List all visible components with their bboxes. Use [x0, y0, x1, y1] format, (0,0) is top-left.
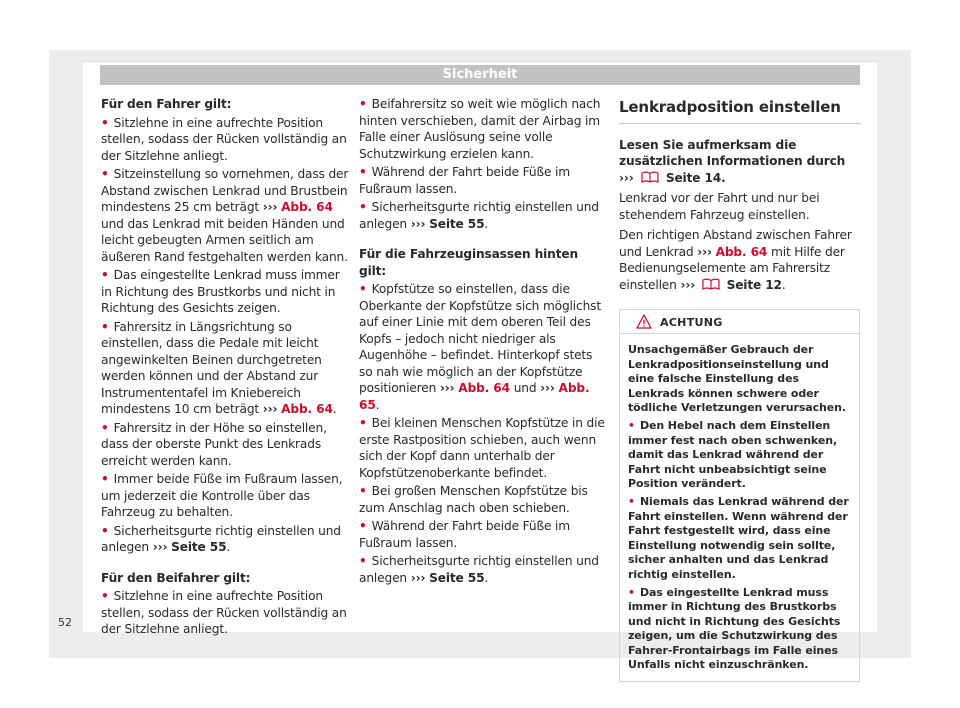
- bullet-icon: •: [101, 589, 109, 603]
- bullet-icon: •: [359, 200, 367, 214]
- list-item: • Sitzeinstellung so vornehmen, dass der Abstand zwischen Lenkrad und Brustbein mindestens 25 cm beträgt ››› Abb. 64 und das Lenkrad mit beiden Händen und leicht gebeugten Armen seitlich am äußeren Rand festgehalten werden kann.: [101, 167, 349, 264]
- list-item: • Bei kleinen Menschen Kopfstütze in die erste Rastposition schieben, auch wenn sich der Kopf dann unterhalb der Kopfstützenoberkante befindet.: [359, 416, 605, 480]
- page-ref-link[interactable]: Seite 55: [171, 540, 227, 554]
- list-item: • Sicherheitsgurte richtig einstellen und anlegen ››› Seite 55.: [359, 554, 599, 585]
- warning-title: ACHTUNG: [660, 316, 723, 329]
- bullet-icon: •: [101, 523, 109, 538]
- list-item: • Bei großen Menschen Kopfstütze bis zum Anschlag nach oben schieben.: [359, 484, 588, 515]
- bullet-icon: •: [101, 319, 109, 334]
- list-item: • Während der Fahrt beide Füße im Fußraum lassen.: [359, 165, 570, 196]
- column-2: [359, 96, 609, 588]
- arrow-icon: ›››: [410, 216, 426, 231]
- arrow-icon: ›››: [439, 381, 455, 395]
- arrow-icon: ›››: [262, 402, 278, 416]
- list-item: • Fahrersitz in der Höhe so einstellen, dass der oberste Punkt des Lenkrads erreicht werden kann.: [101, 420, 327, 468]
- book-icon: [702, 278, 720, 290]
- paragraph: Den richtigen Abstand zwischen Fahrer und Lenkrad ››› Abb. 64 mit Hilfe der Bedienungselemente am Fahrersitz einstellen ››› Seite 12.: [619, 228, 852, 292]
- list-item: • Den Hebel nach dem Einstellen immer fest nach oben schwenken, damit das Lenkrad während der Fahrt nicht unbeabsichtigt seine Position verändert.: [628, 418, 838, 491]
- ref-link[interactable]: Abb. 64: [281, 402, 333, 416]
- book-icon: [641, 171, 659, 183]
- ref-link[interactable]: Abb. 64: [458, 381, 510, 395]
- list-item: • Sicherheitsgurte richtig einstellen und anlegen ››› Seite 55.: [101, 523, 341, 554]
- arrow-icon: ›››: [152, 540, 168, 554]
- ref-link[interactable]: Abb. 64: [715, 244, 768, 259]
- list-item: • Während der Fahrt beide Füße im Fußraum lassen.: [359, 519, 570, 550]
- bullet-icon: •: [359, 97, 367, 111]
- page-number: 52: [58, 616, 72, 629]
- bullet-icon: •: [628, 418, 635, 432]
- list-item: • Kopfstütze so einstellen, dass die Oberkante der Kopfstütze sich möglichst auf einer Linie mit dem oberen Teil des Kopfs – jedoch nicht niedriger als Augenhöhe – befindet. Hinterkopf stets so nah wie möglich an der Kopfstütze positionieren ››› Abb. 64 und ››› Abb. 65.: [359, 282, 601, 412]
- bullet-icon: •: [359, 282, 367, 296]
- bullet-icon: •: [359, 519, 367, 533]
- bullet-icon: •: [101, 420, 109, 435]
- list-item: • Das eingestellte Lenkrad muss immer in Richtung des Brustkorbs und nicht in Richtung des Gesichts zeigen.: [101, 268, 340, 315]
- bullet-icon: •: [359, 484, 367, 498]
- ref-link[interactable]: Abb. 65: [359, 381, 590, 412]
- column-3: [619, 96, 861, 682]
- arrow-icon: ›››: [262, 200, 278, 214]
- warning-intro: Unsachgemäßer Gebrauch der Lenkradpositionseinstellung und eine falsche Einstellung des Lenkrads können schwere oder tödliche Verletzungen verursachen.: [628, 343, 846, 415]
- page-ref-link[interactable]: Seite 55: [429, 216, 485, 231]
- warning-header: [620, 310, 859, 334]
- warning-box: [619, 309, 860, 682]
- arrow-icon: ›››: [410, 570, 426, 585]
- bullet-icon: •: [628, 494, 635, 508]
- arrow-icon: ›››: [540, 381, 555, 395]
- bullet-icon: •: [359, 416, 367, 430]
- arrow-icon: ›››: [680, 277, 696, 292]
- bullet-icon: •: [359, 554, 367, 568]
- warning-icon: [636, 314, 652, 329]
- list-item: • Immer beide Füße im Fußraum lassen, um jederzeit die Kontrolle über das Fahrzeug zu behalten.: [101, 472, 343, 519]
- list-item: • Sitzlehne in eine aufrechte Position stellen, sodass der Rücken vollständig an der Sitzlehne anliegt.: [101, 115, 347, 163]
- bullet-icon: •: [101, 268, 109, 282]
- page-ref-link[interactable]: Seite 14: [665, 170, 722, 185]
- bullet-icon: •: [628, 585, 635, 599]
- ref-link[interactable]: Abb. 64: [281, 200, 333, 214]
- column-1: [101, 96, 351, 640]
- section-header: Sicherheit: [100, 65, 860, 85]
- driver-heading: Für den Fahrer gilt:: [101, 97, 232, 111]
- section-title: Lenkradposition einstellen: [619, 96, 861, 124]
- arrow-icon: ›››: [697, 244, 712, 259]
- bullet-icon: •: [101, 472, 109, 486]
- intro-text: Lesen Sie aufmerksam die zusätzlichen Informationen durch ››› Seite 14.: [619, 137, 846, 185]
- list-item: • Das eingestellte Lenkrad muss immer in Richtung des Brustkorbs und nicht in Richtung des Gesichts zeigen, um die Schutzwirkung des Fahrer-Frontairbags im Falle eines Unfalls nicht einzuschränken.: [628, 585, 841, 672]
- list-item: • Sicherheitsgurte richtig einstellen und anlegen ››› Seite 55.: [359, 200, 599, 231]
- list-item: • Niemals das Lenkrad während der Fahrt einstellen. Wenn während der Fahrt festgestellt wird, dass eine Einstellung notwendig sein sollte, sicher anhalten und das Lenkrad richtig einstellen.: [628, 494, 849, 581]
- passenger-heading: Für den Beifahrer gilt:: [101, 570, 251, 585]
- warning-body: [620, 334, 859, 681]
- list-item: • Fahrersitz in Längsrichtung so einstellen, dass die Pedale mit leicht angewinkelten Beinen durchgetreten werden können und der Abstand zur Instrumententafel im Kniebereich mindestens 10 cm beträgt ››› Abb. 64.: [101, 319, 337, 416]
- page-ref-link[interactable]: Seite 55: [429, 570, 485, 585]
- bullet-icon: •: [101, 115, 109, 130]
- rear-heading: Für die Fahrzeuginsassen hinten gilt:: [359, 247, 579, 278]
- paragraph: Lenkrad vor der Fahrt und nur bei stehendem Fahrzeug einstellen.: [619, 191, 820, 222]
- arrow-icon: ›››: [619, 170, 634, 185]
- bullet-icon: •: [101, 167, 109, 181]
- list-item: • Sitzlehne in eine aufrechte Position stellen, sodass der Rücken vollständig an der Sitzlehne anliegt.: [101, 589, 347, 636]
- list-item: • Beifahrersitz so weit wie möglich nach hinten verschieben, damit der Airbag im Falle einer Auslösung seine volle Schutzwirkung erzielen kann.: [359, 97, 601, 161]
- bullet-icon: •: [359, 165, 367, 179]
- page-ref-link[interactable]: Seite 12: [726, 277, 782, 292]
